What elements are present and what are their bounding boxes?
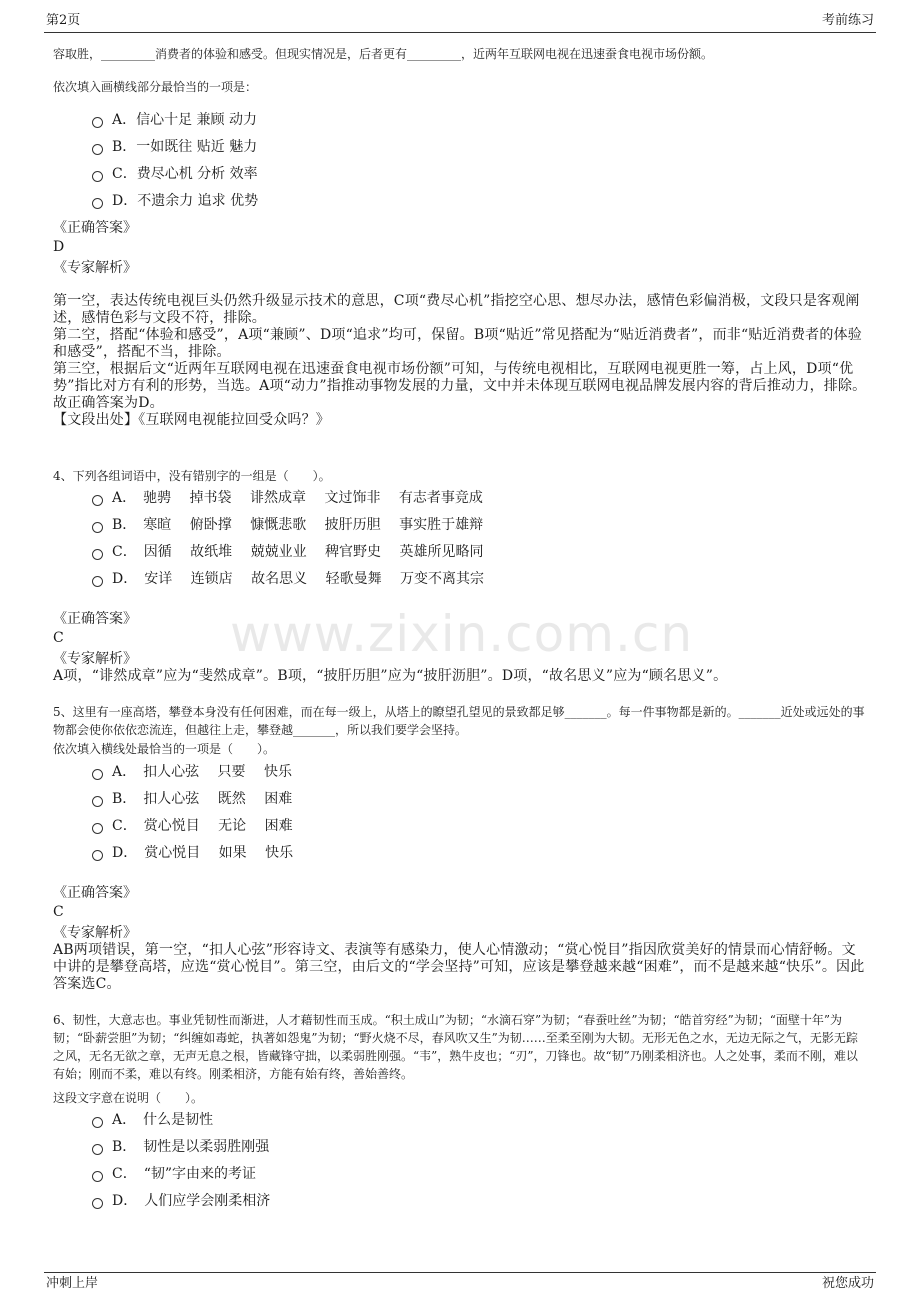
radio-circle-icon[interactable]: [92, 1144, 103, 1155]
option-label: C． 赏心悦目 无论 困难: [112, 818, 293, 834]
q3-options: [92, 107, 792, 215]
option-a[interactable]: [92, 485, 792, 512]
answer-label: 《正确答案》: [53, 885, 137, 901]
q6-options: [92, 1107, 792, 1215]
footer-left-label: 冲刺上岸: [46, 1276, 99, 1291]
analysis-paragraph: 故正确答案为D。: [53, 395, 164, 411]
option-label: D． 安详 连锁店 故名思义 轻歌曼舞 万变不离其宗: [112, 571, 485, 587]
q4-stem: 4、下列各组词语中，没有错别字的一组是（ ）。: [53, 469, 331, 483]
answer-label: 《正确答案》: [53, 220, 137, 236]
radio-circle-icon[interactable]: [92, 769, 103, 780]
option-label: B． 韧性是以柔弱胜刚强: [112, 1139, 270, 1155]
option-label: C． “韧”字由来的考证: [112, 1166, 257, 1182]
option-a[interactable]: [92, 759, 792, 786]
radio-circle-icon[interactable]: [92, 198, 103, 209]
radio-circle-icon[interactable]: [92, 117, 103, 128]
option-label: A． 驰骋 掉书袋 诽然成章 文过饰非 有志者事竞成: [112, 490, 483, 506]
analysis-paragraph: 第一空，表达传统电视巨头仍然升级显示技术的意思，C项“费尽心机”指挖空心思、想尽办法，感情色彩偏消极，文段只是客观阐述，感情色彩与文段不符，排除。: [53, 293, 860, 326]
option-label: A． 扣人心弦 只要 快乐: [112, 764, 293, 780]
radio-circle-icon[interactable]: [92, 1198, 103, 1209]
radio-circle-icon[interactable]: [92, 1171, 103, 1182]
header-right-label: 考前练习: [821, 13, 874, 28]
option-label: B．一如既往 贴近 魅力: [112, 139, 258, 155]
answer-value: D: [53, 239, 65, 255]
q3-continuation: 容取胜，_________消费者的体验和感受。但现实情况是，后者更有_________，近两年互联网电视在迅速蚕食电视市场份额。: [53, 47, 714, 61]
answer-value: C: [53, 904, 64, 920]
analysis-source: 【文段出处】《互联网电视能拉回受众吗？》: [53, 412, 330, 428]
q3-prompt: 依次填入画横线部分最恰当的一项是：: [53, 80, 258, 94]
q5-analysis: AB两项错误，第一空，“扣人心弦”形容诗文、表演等有感染力，使人心情激动；“赏心悦目”指因欣赏美好的情景而心情舒畅。文中讲的是攀登高塔，应选“赏心悦目”。第三空，由后文的“学会坚持”可知，应该是攀登越来越“困难”，而不是越来越“快乐”。因此答案选C。: [53, 942, 865, 992]
option-d[interactable]: [92, 840, 792, 867]
option-b[interactable]: [92, 1134, 792, 1161]
analysis-label: 《专家解析》: [53, 651, 137, 667]
option-label: B． 扣人心弦 既然 困难: [112, 791, 293, 807]
option-c[interactable]: [92, 161, 792, 188]
analysis-paragraph: 第三空，根据后文“近两年互联网电视在迅速蚕食电视市场份额”可知，与传统电视相比，互联网电视更胜一筹，占上风，D项“优势”指比对方有利的形势，当选。A项“动力”指推动事物发展的力量，文中并未体现互联网电视品牌发展内容的背后推动力，排除。: [53, 361, 867, 394]
q5-options: [92, 759, 792, 867]
radio-circle-icon[interactable]: [92, 576, 103, 587]
watermark: www.zixin.com.cn: [230, 605, 694, 663]
option-label: C． 因循 故纸堆 兢兢业业 稗官野史 英雄所见略同: [112, 544, 484, 560]
analysis-paragraph: 第二空，搭配“体验和感受”，A项“兼顾”、D项“追求”均可，保留。B项“贴近”常见搭配为“贴近消费者”，而非“贴近消费者的体验和感受”，搭配不当，排除。: [53, 327, 862, 360]
radio-circle-icon[interactable]: [92, 171, 103, 182]
analysis-label: 《专家解析》: [53, 260, 137, 276]
option-c[interactable]: [92, 813, 792, 840]
q3-analysis: [53, 293, 867, 429]
q5-stem: 5、这里有一座高塔，攀登本身没有任何困难，而在每一级上，从塔上的瞭望孔望见的景致都足够_______。每一件事物都是新的。_______近处或远处的事物都会使你依依恋流连，但越往上走，攀登越_______，所以我们要学会坚持。: [53, 705, 865, 737]
option-c[interactable]: [92, 1161, 792, 1188]
answer-label: 《正确答案》: [53, 611, 137, 627]
option-label: A． 什么是韧性: [112, 1112, 214, 1128]
q4-analysis: A项，“诽然成章”应为“斐然成章”。B项，“披肝历胆”应为“披肝沥胆”。D项，“故名思义”应为“顾名思义”。: [53, 668, 728, 684]
radio-circle-icon[interactable]: [92, 850, 103, 861]
q6-prompt: 这段文字意在说明（ ）。: [53, 1091, 204, 1105]
option-label: D． 赏心悦目 如果 快乐: [112, 845, 294, 861]
option-d[interactable]: [92, 1188, 792, 1215]
page-footer: [44, 1272, 876, 1293]
option-label: A．信心十足 兼顾 动力: [112, 112, 258, 128]
page-number: 第2页: [46, 13, 81, 28]
radio-circle-icon[interactable]: [92, 522, 103, 533]
q6-stem: 6、韧性，大意志也。事业凭韧性而渐进，人才藉韧性而玉成。“积土成山”为韧；“水滴石穿”为韧；“春蚕吐丝”为韧；“皓首穷经”为韧；“面壁十年”为韧；“卧薪尝胆”为韧；“纠缠如毒蛇，执著如怨鬼”为韧；“野火烧不尽，春风吹又生”为韧……至柔至刚为大韧。无形无色之水，无边无际之气，无影无踪之风，无名无欲之章，无声无息之根，皆藏锋守拙，以柔弱胜刚强。“韦”，熟牛皮也；“刃”，刀锋也。故“韧”乃刚柔相济也。人之处事，柔而不刚，难以有始；刚而不柔，难以有终。刚柔相济，方能有始有终，善始善终。: [53, 1013, 858, 1081]
radio-circle-icon[interactable]: [92, 144, 103, 155]
option-a[interactable]: [92, 1107, 792, 1134]
radio-circle-icon[interactable]: [92, 549, 103, 560]
option-a[interactable]: [92, 107, 792, 134]
footer-right-label: 祝您成功: [821, 1276, 874, 1291]
option-b[interactable]: [92, 512, 792, 539]
radio-circle-icon[interactable]: [92, 495, 103, 506]
page-header: [44, 10, 876, 33]
answer-value: C: [53, 630, 64, 646]
q4-options: [92, 485, 792, 593]
q5-prompt: 依次填入横线处最恰当的一项是（ ）。: [53, 742, 276, 756]
option-label: C．费尽心机 分析 效率: [112, 166, 258, 182]
option-label: B． 寒暄 俯卧撑 慷慨悲歌 披肝历胆 事实胜于雄辩: [112, 517, 484, 533]
option-b[interactable]: [92, 134, 792, 161]
radio-circle-icon[interactable]: [92, 823, 103, 834]
radio-circle-icon[interactable]: [92, 796, 103, 807]
option-c[interactable]: [92, 539, 792, 566]
option-d[interactable]: [92, 566, 792, 593]
option-label: D．不遗余力 追求 优势: [112, 193, 259, 209]
option-d[interactable]: [92, 188, 792, 215]
option-label: D． 人们应学会刚柔相济: [112, 1193, 271, 1209]
option-b[interactable]: [92, 786, 792, 813]
radio-circle-icon[interactable]: [92, 1117, 103, 1128]
analysis-label: 《专家解析》: [53, 925, 137, 941]
